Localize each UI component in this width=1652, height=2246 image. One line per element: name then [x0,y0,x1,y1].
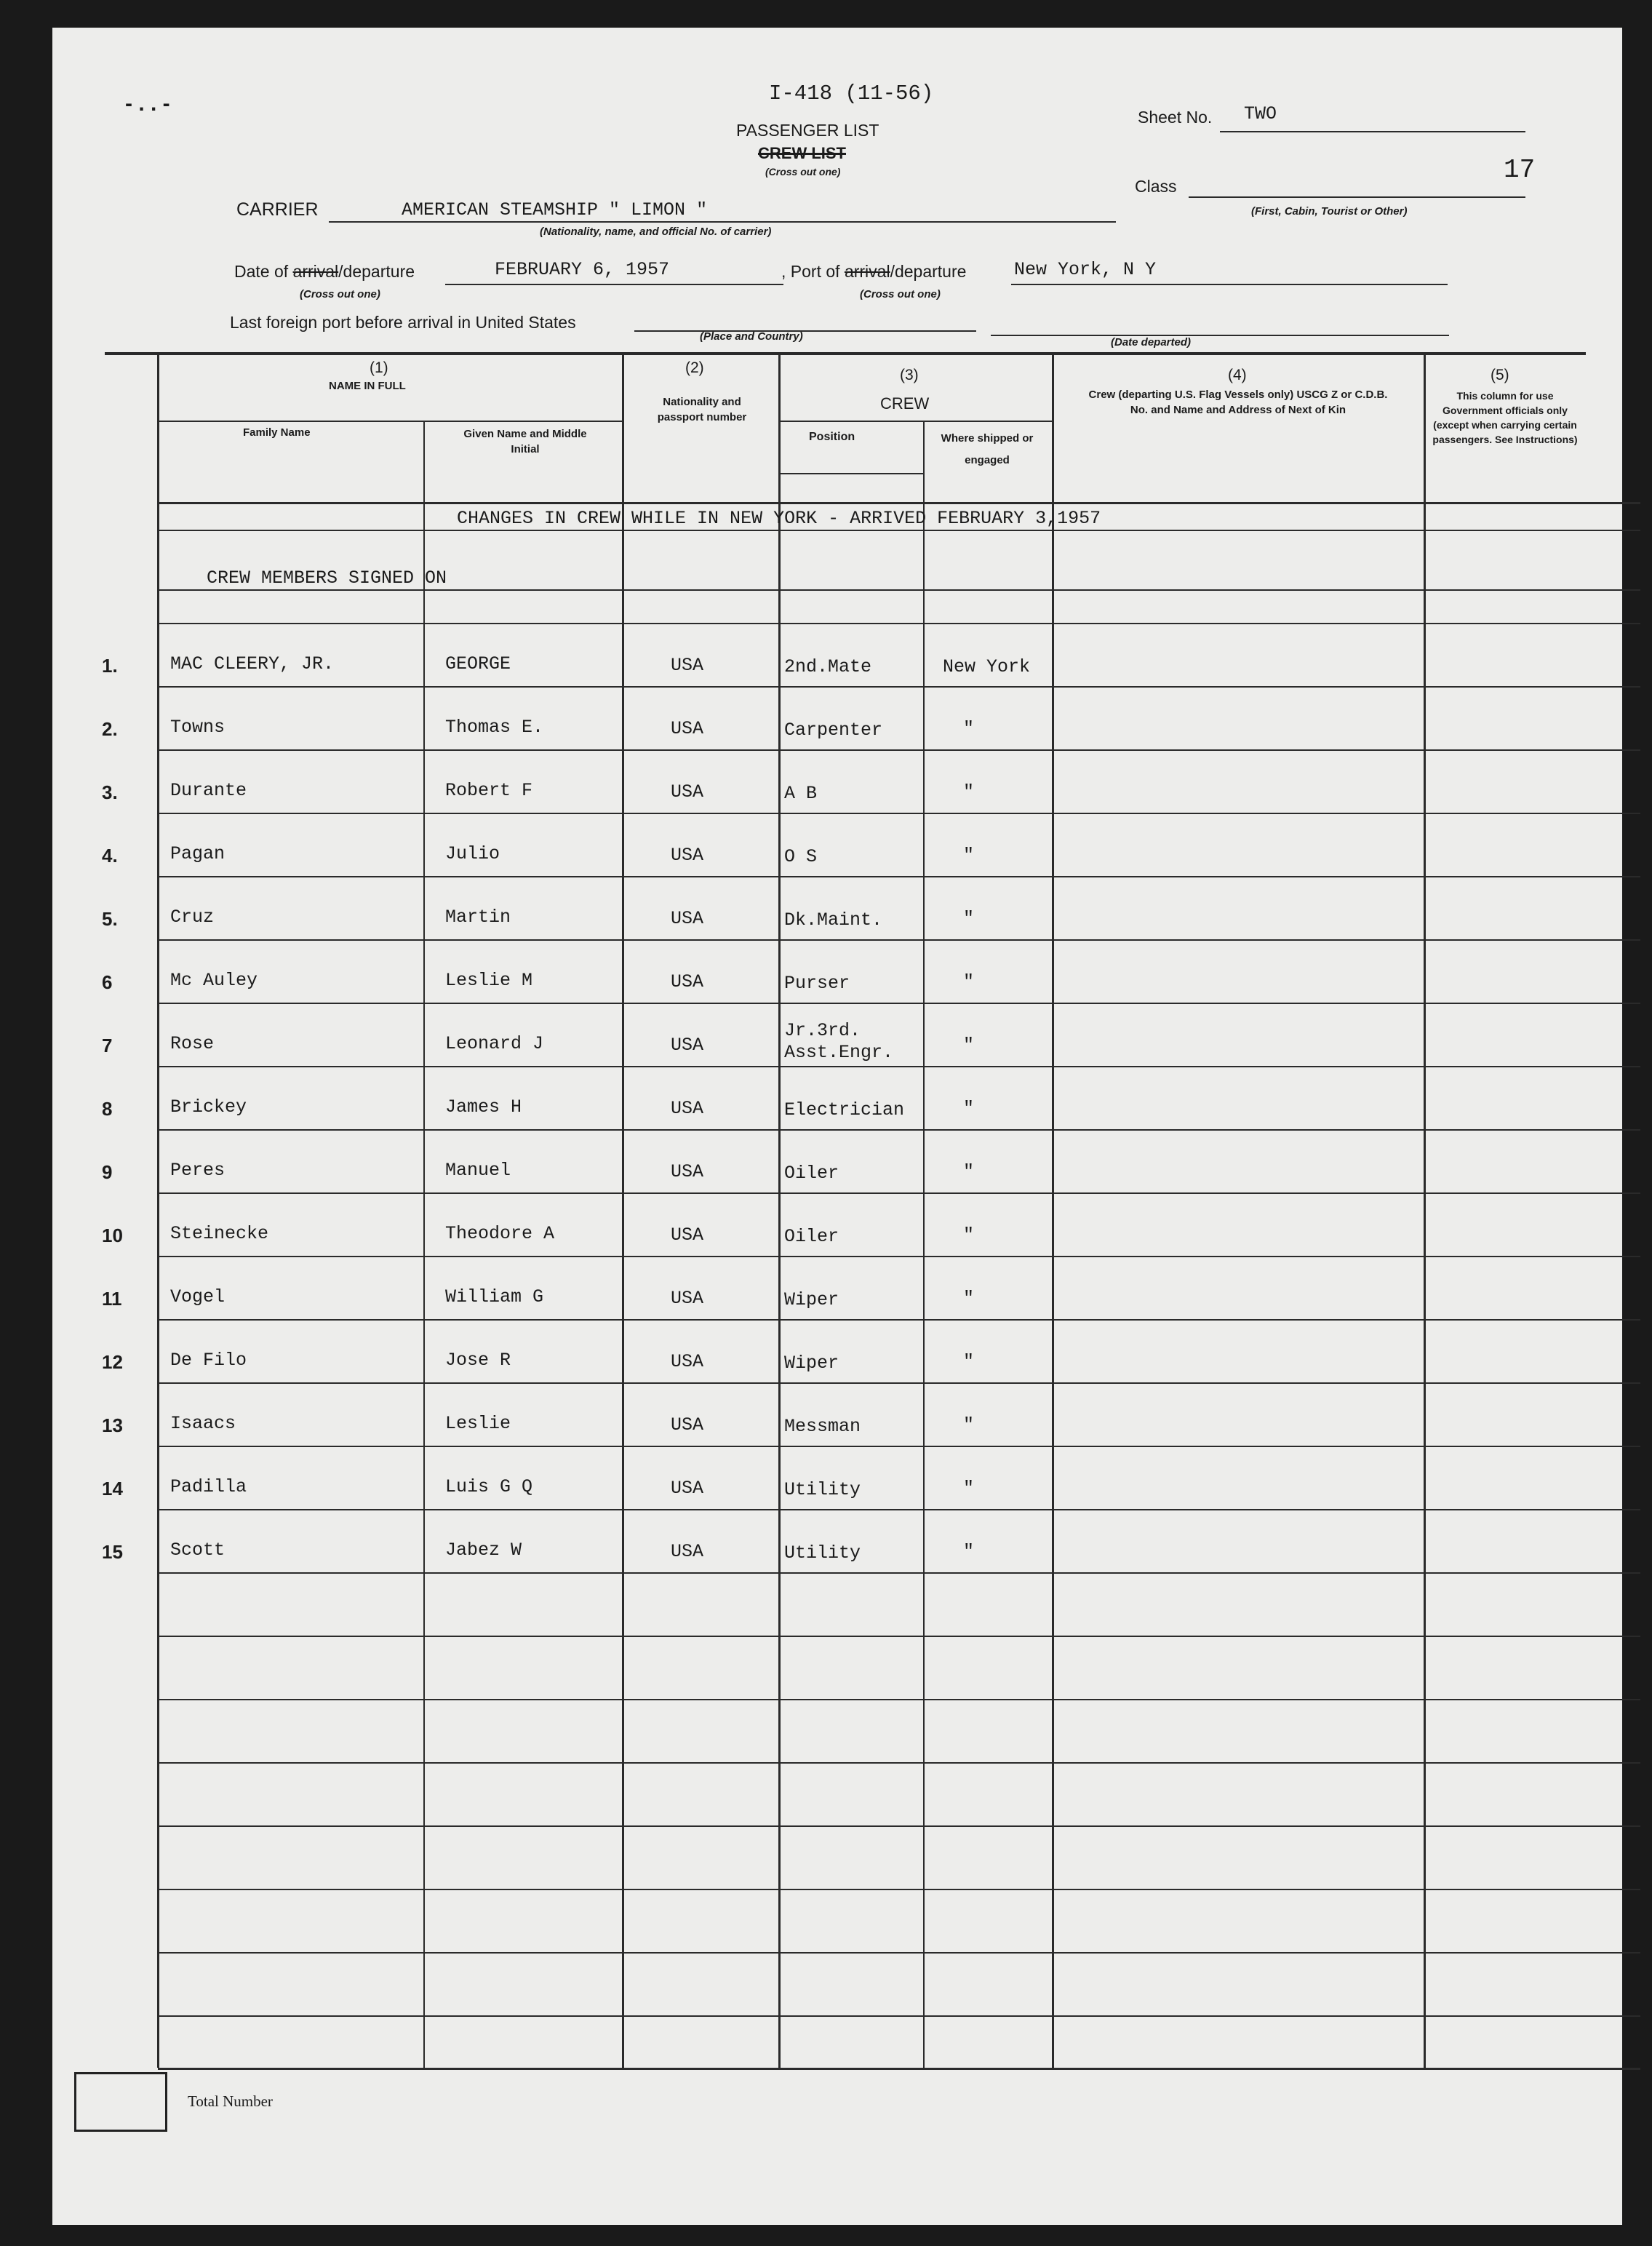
position: Wiper [784,1289,839,1310]
port-label: , Port of arrival/departure [781,262,967,281]
where-shipped: " [963,1478,975,1499]
sheet-rule [1220,131,1525,132]
where-shipped: " [963,1224,975,1246]
nationality: USA [671,1478,704,1499]
family-name: Rose [170,1033,215,1054]
table-row [52,1223,1622,1286]
date-label: Date of arrival/departure [234,262,415,281]
table-row [52,1096,1622,1160]
family-name: De Filo [170,1350,247,1371]
nationality: USA [671,1161,704,1182]
given-name: Martin [445,907,511,928]
family-name: Peres [170,1160,226,1181]
nationality: USA [671,1351,704,1372]
nationality: USA [671,1035,704,1056]
col1-family-header: Family Name [243,426,311,439]
row-number: 11 [102,1288,122,1310]
where-shipped: " [963,1541,975,1562]
row-number: 8 [102,1098,113,1120]
row-number: 10 [102,1224,123,1246]
col4-number: (4) [1228,367,1247,383]
where-shipped: " [963,1288,975,1309]
where-shipped: " [963,1035,975,1056]
port-rule [1011,284,1448,285]
hdr-crew-rule [780,421,1053,422]
cross-out-note: (Cross out one) [765,166,841,178]
given-name: Julio [445,843,500,864]
row-number: 6 [102,971,113,993]
family-name: Isaacs [170,1413,236,1434]
port-value: New York, N Y [1014,259,1157,280]
family-name: Scott [170,1540,226,1561]
carrier-value: AMERICAN STEAMSHIP " LIMON " [402,199,708,220]
sheet-value: TWO [1244,103,1277,124]
row-rule [158,1825,1640,1827]
form-title: PASSENGER LIST [736,121,879,140]
signed-on-note: CREW MEMBERS SIGNED ON [207,568,447,589]
row-number: 7 [102,1035,113,1056]
position: Utility [784,1542,861,1564]
row-rule [158,2068,1640,2070]
family-name: Cruz [170,907,215,928]
where-shipped: " [963,1161,975,1182]
family-name: Towns [170,717,226,738]
given-name: Luis G Q [445,1476,533,1497]
hdr-name-rule [158,421,623,422]
date-value: FEBRUARY 6, 1957 [495,259,670,280]
date-note: (Cross out one) [300,288,380,300]
col4-title: Crew (departing U.S. Flag Vessels only) USCG Z or C.D.B. No. and Name and Address of Next of Kin [1088,389,1388,416]
table-top-border [105,352,1586,355]
given-name: Leonard J [445,1033,544,1054]
last-port-label: Last foreign port before arrival in United States [230,313,576,332]
position: Utility [784,1479,861,1500]
position: Wiper [784,1353,839,1374]
place-note: (Place and Country) [700,330,803,343]
class-rule [1189,196,1525,198]
row-rule [158,2015,1640,2017]
table-row [52,907,1622,970]
where-shipped: " [963,908,975,929]
row-number: 15 [102,1541,123,1563]
table-row [52,843,1622,907]
row-number: 13 [102,1414,123,1436]
position: Oiler [784,1163,839,1184]
given-name: Leslie M [445,970,533,991]
nationality: USA [671,971,704,992]
row-rule [158,623,1640,624]
family-name: Steinecke [170,1223,269,1244]
where-shipped: " [963,971,975,992]
family-name: Padilla [170,1476,247,1497]
row-number: 12 [102,1351,123,1373]
col5-title: This column for use Government officials only (except when carrying certain passengers. See Instructions) [1432,390,1578,445]
position: Dk.Maint. [784,909,883,931]
col3-number: (3) [900,367,919,383]
class-label: Class [1135,177,1177,196]
page-number: 17 [1504,155,1536,185]
table-row [52,1476,1622,1540]
nationality: USA [671,845,704,866]
given-name: Robert F [445,780,533,801]
col2-number: (2) [685,359,704,376]
family-name: MAC CLEERY, JR. [170,653,335,674]
last-port-date-rule [991,335,1449,336]
table-row [52,1286,1622,1350]
row-rule [158,1762,1640,1764]
given-name: Thomas E. [445,717,544,738]
sheet-label: Sheet No. [1138,108,1213,127]
hdr-position-rule [780,473,924,474]
position: Jr.3rd. Asst.Engr. [784,1020,894,1063]
row-rule [158,1952,1640,1954]
table-row [52,1020,1622,1096]
position: Purser [784,973,850,994]
where-shipped: " [963,718,975,739]
row-rule [158,502,1640,504]
crew-list-struck: CREW LIST [758,144,846,162]
port-note: (Cross out one) [860,288,941,300]
col1-number: (1) [370,359,388,376]
nationality: USA [671,1098,704,1119]
position: Oiler [784,1226,839,1247]
given-name: Jose R [445,1350,511,1371]
col3-position-header: Position [809,431,855,443]
total-number-label: Total Number [188,2092,273,2110]
table-row [52,1413,1622,1476]
col5-number: (5) [1491,367,1509,383]
row-number: 1. [102,655,118,677]
row-rule [158,1636,1640,1637]
last-port-place-rule [634,330,976,332]
nationality: USA [671,1414,704,1435]
nationality: USA [671,781,704,803]
nationality: USA [671,1288,704,1309]
row-rule [158,1889,1640,1890]
table-row [52,717,1622,780]
stray-marks: - . . - [125,92,170,116]
position: O S [784,846,818,867]
row-number: 14 [102,1478,123,1500]
row-number: 9 [102,1161,113,1183]
class-note: (First, Cabin, Tourist or Other) [1251,205,1408,218]
date-departed-note: (Date departed) [1111,336,1192,349]
given-name: Manuel [445,1160,511,1181]
family-name: Pagan [170,843,226,864]
document-page [52,28,1622,2225]
table-row [52,1350,1622,1413]
total-number-box [74,2072,167,2132]
family-name: Vogel [170,1286,226,1307]
table-row [52,1160,1622,1223]
nationality: USA [671,1541,704,1562]
row-rule [158,589,1640,591]
nationality: USA [671,655,704,676]
position: Electrician [784,1099,905,1120]
table-row [52,653,1622,717]
given-name: Theodore A [445,1223,555,1244]
given-name: Leslie [445,1413,511,1434]
date-rule [445,284,783,285]
col2-title: Nationality and passport number [657,396,747,423]
changes-note: CHANGES IN CREW WHILE IN NEW YORK - ARRIVED FEBRUARY 3,1957 [457,508,1101,529]
where-shipped: " [963,845,975,866]
col3-where-header: Where shipped or engaged [941,432,1034,466]
carrier-rule [329,221,1116,223]
col1-title: NAME IN FULL [329,380,406,392]
position: 2nd.Mate [784,656,872,677]
col1-given-header: Given Name and Middle Initial [463,428,587,455]
table-row [52,780,1622,843]
where-shipped: New York [943,656,1031,677]
row-rule [158,530,1640,531]
family-name: Brickey [170,1096,247,1118]
row-rule [158,1699,1640,1700]
row-number: 3. [102,781,118,803]
nationality: USA [671,908,704,929]
row-number: 5. [102,908,118,930]
position: Carpenter [784,720,883,741]
row-number: 2. [102,718,118,740]
given-name: William G [445,1286,544,1307]
where-shipped: " [963,1098,975,1119]
nationality: USA [671,718,704,739]
form-number: I-418 (11-56) [769,81,934,105]
position: A B [784,783,818,804]
position: Messman [784,1416,861,1437]
row-number: 4. [102,845,118,867]
where-shipped: " [963,781,975,803]
family-name: Mc Auley [170,970,258,991]
col3-title: CREW [880,394,930,413]
table-row [52,1540,1622,1603]
given-name: Jabez W [445,1540,522,1561]
carrier-label: CARRIER [236,199,319,220]
where-shipped: " [963,1351,975,1372]
given-name: GEORGE [445,653,511,674]
where-shipped: " [963,1414,975,1435]
given-name: James H [445,1096,522,1118]
carrier-note: (Nationality, name, and official No. of carrier) [540,226,772,238]
family-name: Durante [170,780,247,801]
nationality: USA [671,1224,704,1246]
